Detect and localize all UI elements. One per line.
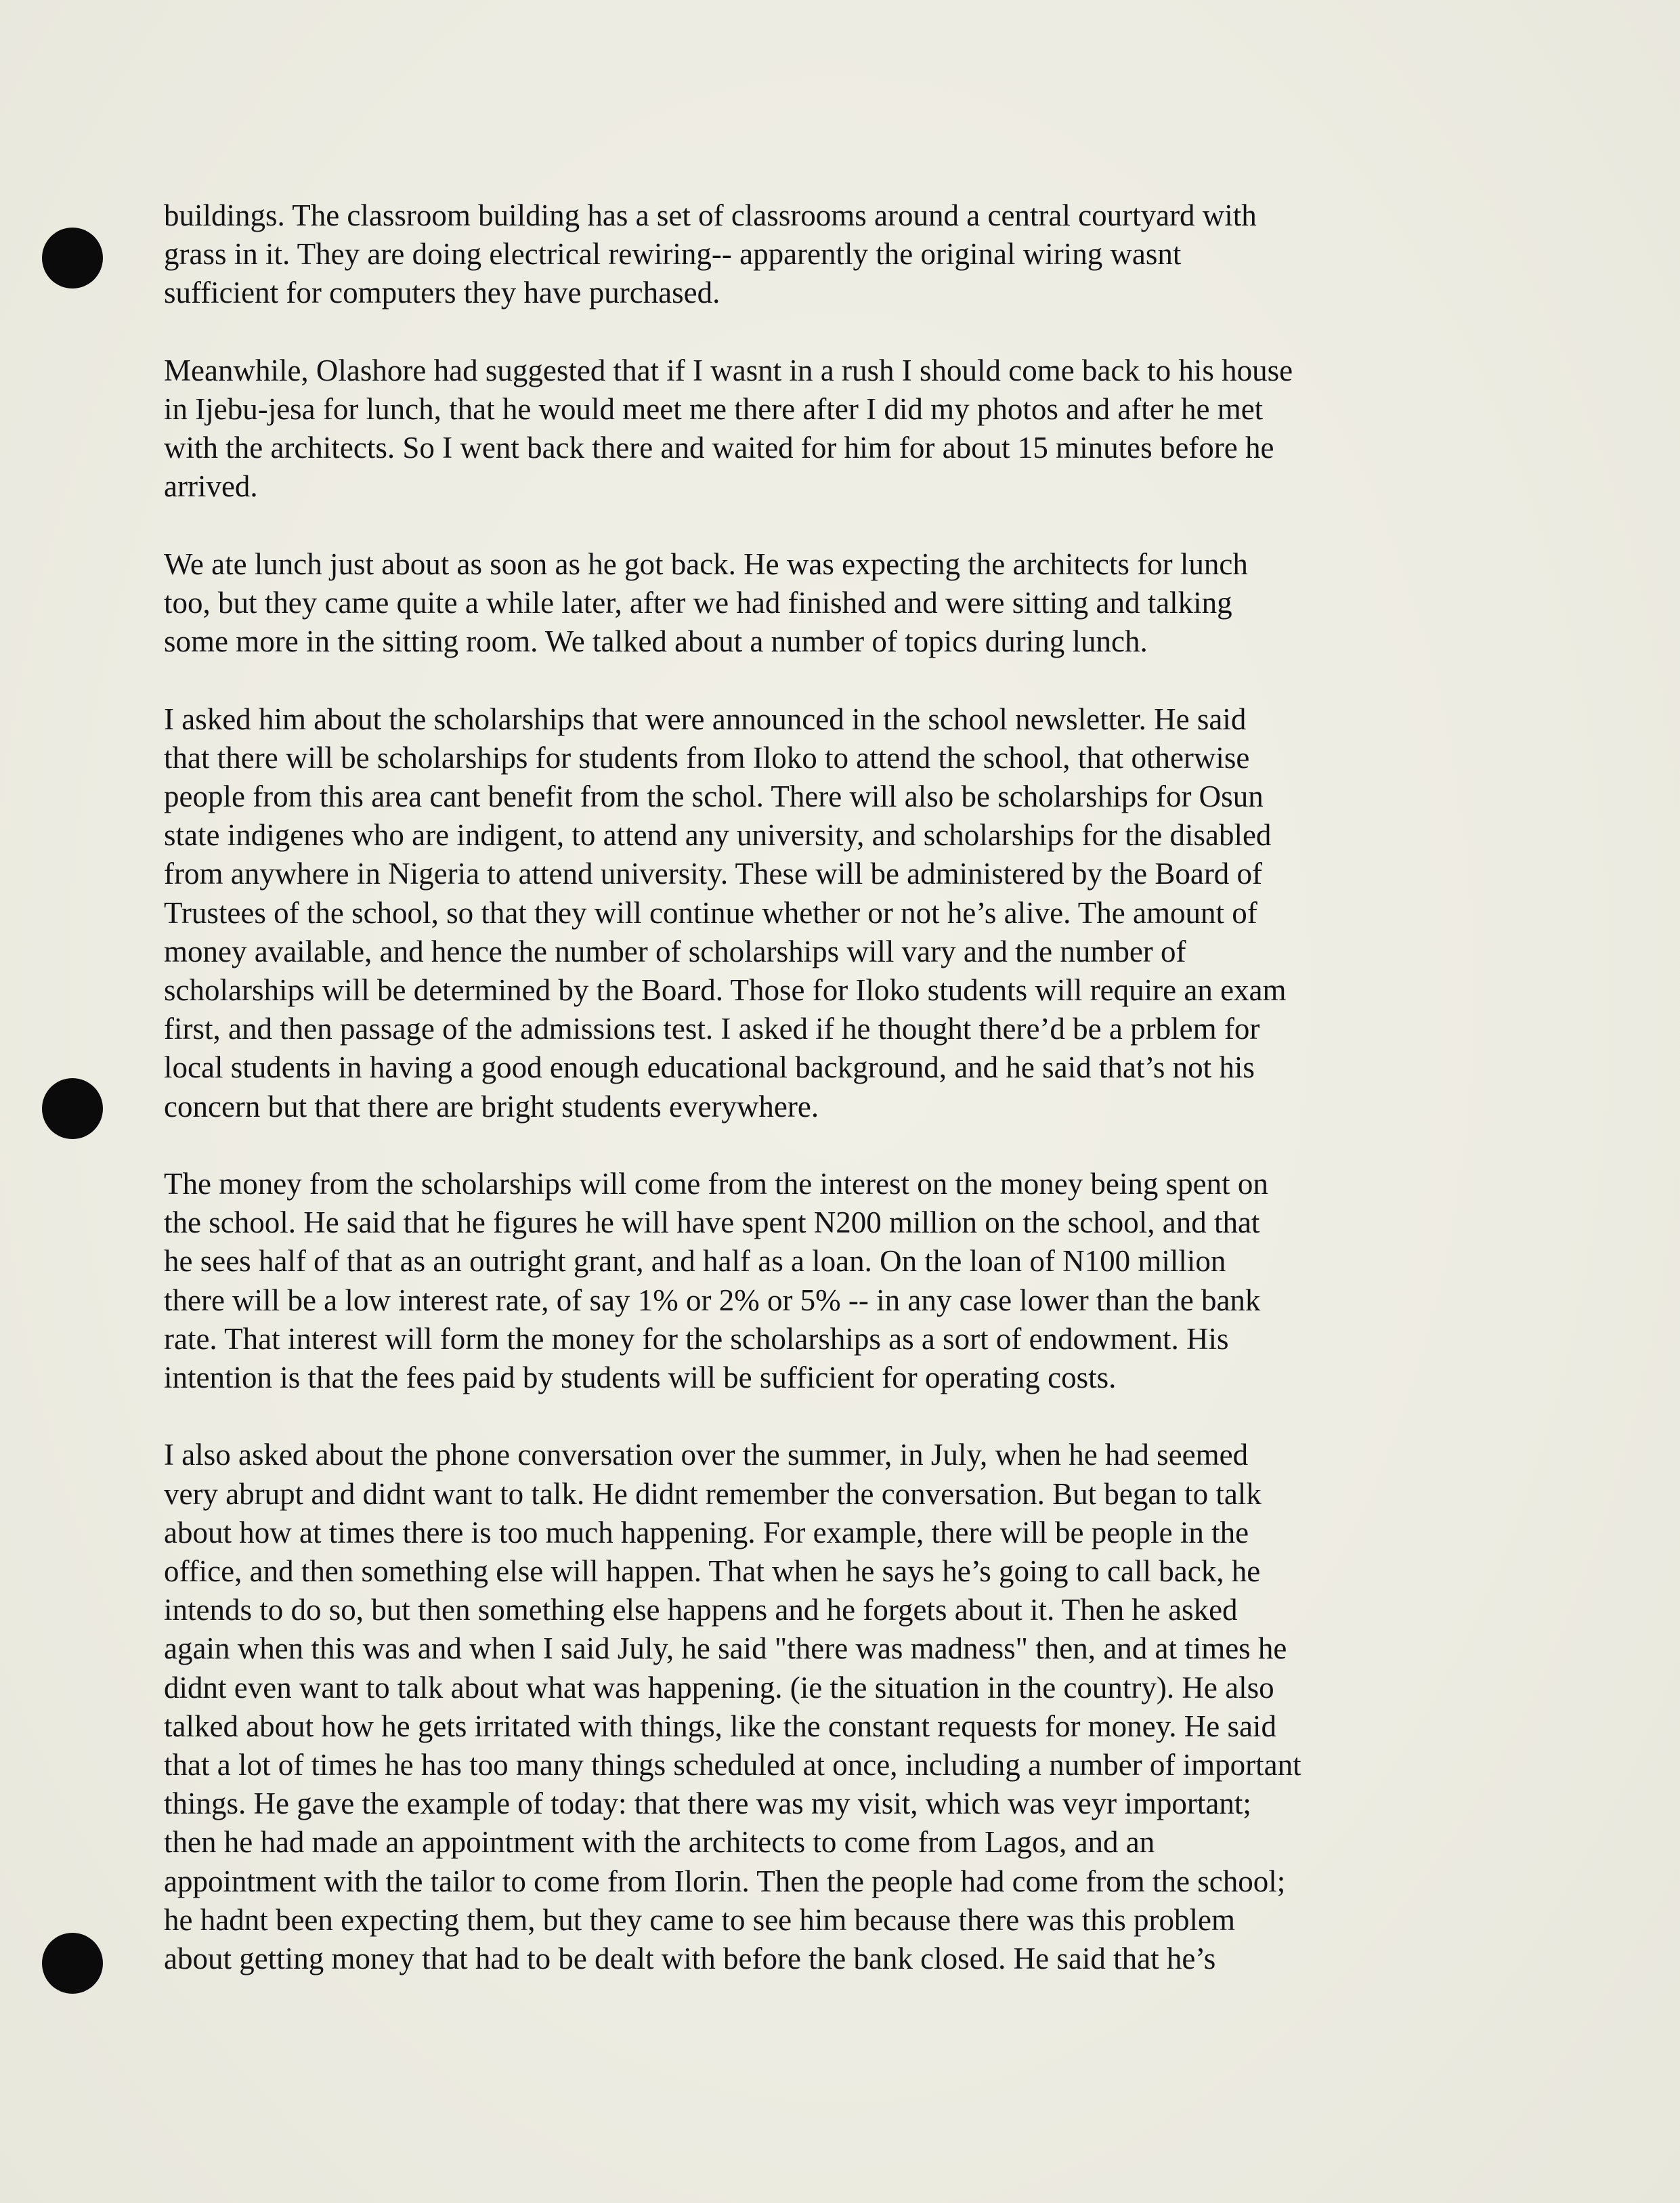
text-line: people from this area cant benefit from the schol. There will also be scholarships for Osun <box>164 779 1264 813</box>
text-line: money available, and hence the number of scholarships will vary and the number of <box>164 934 1186 968</box>
text-line: things. He gave the example of today: that there was my visit, which was veyr important; <box>164 1787 1251 1821</box>
text-line: the school. He said that he figures he will have spent N200 million on the school, and that <box>164 1205 1260 1240</box>
text-line: too, but they came quite a while later, after we had finished and were sitting and talking <box>164 586 1232 620</box>
text-line: that there will be scholarships for students from Iloko to attend the school, that otherwise <box>164 740 1250 775</box>
text-line: local students in having a good enough educational background, and he said that’s not his <box>164 1050 1255 1085</box>
punch-hole-top <box>42 228 103 288</box>
text-line: office, and then something else will happen. That when he says he’s going to call back, he <box>164 1554 1261 1589</box>
text-line: arrived. <box>164 469 258 504</box>
punch-hole-middle <box>42 1078 103 1139</box>
text-line: first, and then passage of the admissions test. I asked if he thought there’d be a prblem for <box>164 1012 1260 1046</box>
paragraph <box>164 1165 1464 1397</box>
text-line: Trustees of the school, so that they will continue whether or not he’s alive. The amount of <box>164 895 1257 930</box>
text-line: sufficient for computers they have purchased. <box>164 276 720 310</box>
text-line: that a lot of times he has too many things scheduled at once, including a number of important <box>164 1748 1301 1782</box>
paragraph <box>164 700 1464 1126</box>
text-line: talked about how he gets irritated with things, like the constant requests for money. He said <box>164 1709 1276 1743</box>
text-line: in Ijebu-jesa for lunch, that he would meet me there after I did my photos and after he met <box>164 392 1264 426</box>
text-line: grass in it. They are doing electrical rewiring-- apparently the original wiring wasnt <box>164 237 1182 272</box>
text-line: some more in the sitting room. We talked about a number of topics during lunch. <box>164 624 1148 659</box>
text-line: The money from the scholarships will come from the interest on the money being spent on <box>164 1167 1268 1201</box>
text-line: I also asked about the phone conversation over the summer, in July, when he had seemed <box>164 1438 1249 1472</box>
text-line: didnt even want to talk about what was happening. (ie the situation in the country). He also <box>164 1670 1274 1705</box>
paragraph <box>164 1436 1464 1978</box>
text-line: there will be a low interest rate, of say 1% or 2% or 5% -- in any case lower than the bank <box>164 1283 1261 1317</box>
text-line: intends to do so, but then something else happens and he forgets about it. Then he asked <box>164 1593 1238 1627</box>
punch-hole-bottom <box>42 1933 103 1994</box>
text-line: very abrupt and didnt want to talk. He didnt remember the conversation. But began to talk <box>164 1476 1262 1511</box>
text-line: scholarships will be determined by the Board. Those for Iloko students will require an exam <box>164 973 1287 1008</box>
text-line: about how at times there is too much happening. For example, there will be people in the <box>164 1515 1249 1549</box>
text-line: rate. That interest will form the money for the scholarships as a sort of endowment. His <box>164 1321 1229 1356</box>
text-line: I asked him about the scholarships that were announced in the school newsletter. He said <box>164 702 1247 736</box>
text-line: concern but that there are bright students everywhere. <box>164 1089 819 1124</box>
paragraph <box>164 351 1464 507</box>
text-line: from anywhere in Nigeria to attend university. These will be administered by the Board of <box>164 857 1263 891</box>
paragraph <box>164 545 1464 662</box>
text-line: he hadnt been expecting them, but they came to see him because there was this problem <box>164 1902 1235 1937</box>
text-line: with the architects. So I went back there and waited for him for about 15 minutes before he <box>164 431 1274 465</box>
text-line: buildings. The classroom building has a set of classrooms around a central courtyard with <box>164 198 1257 232</box>
text-line: he sees half of that as an outright grant, and half as a loan. On the loan of N100 million <box>164 1244 1226 1279</box>
paragraph <box>164 196 1464 313</box>
text-line: then he had made an appointment with the architects to come from Lagos, and an <box>164 1825 1155 1860</box>
text-line: state indigenes who are indigent, to attend any university, and scholarships for the disabled <box>164 818 1272 853</box>
text-line: intention is that the fees paid by students will be sufficient for operating costs. <box>164 1361 1117 1395</box>
text-line: again when this was and when I said July, he said "there was madness" then, and at times he <box>164 1631 1287 1666</box>
text-line: We ate lunch just about as soon as he got back. He was expecting the architects for lunch <box>164 547 1248 581</box>
document-body <box>164 196 1464 2017</box>
text-line: appointment with the tailor to come from Ilorin. Then the people had come from the school; <box>164 1864 1286 1898</box>
text-line: about getting money that had to be dealt with before the bank closed. He said that he’s <box>164 1942 1216 1976</box>
text-line: Meanwhile, Olashore had suggested that if I wasnt in a rush I should come back to his house <box>164 353 1293 387</box>
